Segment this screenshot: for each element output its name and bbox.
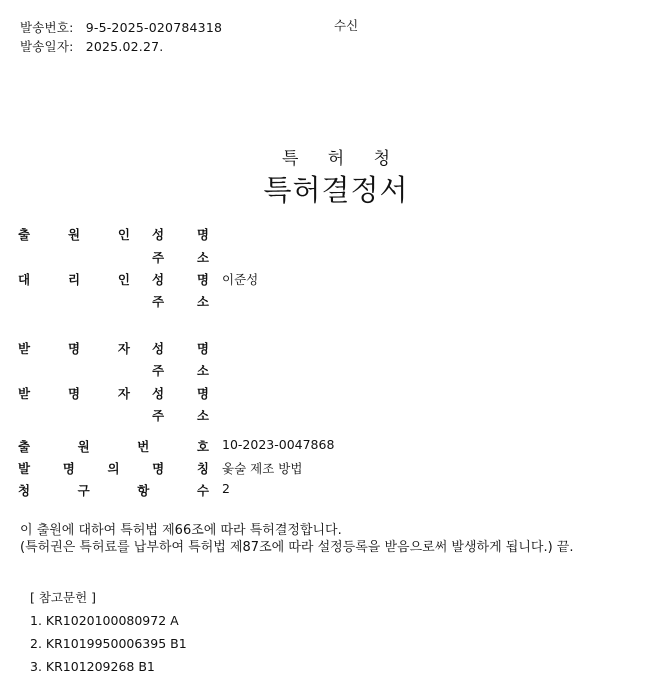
party-role	[18, 339, 130, 357]
send-number-label: 발송번호:	[20, 20, 74, 35]
party-role	[18, 270, 130, 288]
send-date	[20, 39, 163, 55]
reference-item: 1. KR1020100080972 A	[30, 613, 179, 628]
application-label-char: 호	[196, 439, 209, 454]
office-char: 청	[373, 149, 391, 169]
application-label-char: 의	[107, 461, 120, 476]
reference-item: 2. KR1019950006395 B1	[30, 636, 187, 651]
party-field-char: 소	[196, 250, 209, 265]
party-role-char: 받	[18, 386, 31, 401]
application-value: 옻술 제조 방법	[222, 461, 303, 476]
party-field	[152, 292, 209, 310]
document-title: 특허결정서	[263, 173, 409, 207]
application-label	[18, 481, 209, 499]
party-role-char: 출	[18, 227, 31, 242]
party-role-char: 자	[117, 341, 130, 356]
party-row	[0, 406, 672, 422]
party-role-char: 대	[18, 272, 31, 287]
party-field	[152, 384, 209, 402]
office-char: 허	[327, 149, 345, 169]
party-field-char: 명	[196, 272, 209, 287]
party-role-char: 원	[67, 227, 81, 242]
party-role-char: 인	[117, 272, 130, 287]
application-row	[0, 437, 672, 453]
party-field-char: 소	[196, 408, 209, 423]
application-label-char: 출	[18, 439, 31, 454]
application-value: 10-2023-0047868	[222, 437, 335, 452]
notice-line-1: 이 출원에 대하여 특허법 제66조에 따라 특허결정합니다.	[20, 523, 342, 538]
notice-line-2: (특허권은 특허료를 납부하여 특허법 제87조에 따라 설정등록을 받음으로써 발생하게 됩니다.) 끝.	[20, 540, 574, 555]
party-field	[152, 406, 209, 424]
recipient-label: 수신	[334, 18, 359, 33]
send-number	[20, 20, 222, 36]
send-number-value: 9-5-2025-020784318	[85, 20, 223, 35]
party-role-char: 받	[18, 341, 31, 356]
party-row	[0, 292, 672, 308]
send-date-value: 2025.02.27.	[85, 39, 164, 54]
party-field	[152, 225, 209, 243]
party-field-char: 주	[152, 250, 165, 265]
application-value: 2	[222, 481, 230, 496]
application-label-char: 청	[18, 483, 31, 498]
party-field-char: 주	[152, 408, 165, 423]
party-field	[152, 248, 209, 266]
party-role	[18, 225, 130, 243]
party-role	[18, 384, 130, 402]
application-label-char: 구	[77, 483, 90, 498]
party-role-char: 명	[67, 341, 81, 356]
send-date-label: 발송일자:	[20, 39, 74, 54]
party-role-char: 리	[67, 272, 81, 287]
application-label	[18, 437, 209, 455]
party-row	[0, 384, 672, 400]
party-role-char: 명	[67, 386, 81, 401]
party-row	[0, 361, 672, 377]
issuing-office	[0, 148, 672, 170]
application-label-char: 원	[77, 439, 90, 454]
party-field	[152, 361, 209, 379]
application-label-char: 발	[18, 461, 31, 476]
party-row	[0, 248, 672, 264]
decision-notice	[20, 522, 652, 556]
party-field-char: 명	[196, 386, 209, 401]
party-field-char: 주	[152, 294, 165, 309]
application-label-char: 칭	[196, 461, 209, 476]
application-label-char: 명	[62, 461, 75, 476]
party-row	[0, 339, 672, 355]
application-label-char: 명	[152, 461, 165, 476]
party-field-char: 주	[152, 363, 165, 378]
party-field-char: 명	[196, 341, 209, 356]
party-field-char: 성	[152, 386, 165, 401]
party-role-char: 자	[117, 386, 130, 401]
party-field	[152, 270, 209, 288]
application-row	[0, 481, 672, 497]
application-label	[18, 459, 209, 477]
office-char: 특	[281, 149, 299, 169]
references-title: [ 참고문헌 ]	[30, 590, 97, 605]
party-field	[152, 339, 209, 357]
application-label-char: 항	[137, 483, 150, 498]
party-value: 이준성	[222, 272, 259, 287]
party-field-char: 소	[196, 294, 209, 309]
party-field-char: 성	[152, 272, 165, 287]
party-row	[0, 270, 672, 286]
reference-item: 3. KR101209268 B1	[30, 659, 155, 674]
party-field-char: 성	[152, 341, 165, 356]
party-row	[0, 225, 672, 241]
application-row	[0, 459, 672, 475]
party-field-char: 성	[152, 227, 165, 242]
party-field-char: 소	[196, 363, 209, 378]
application-label-char: 수	[196, 483, 209, 498]
party-field-char: 명	[196, 227, 209, 242]
party-role-char: 인	[117, 227, 130, 242]
application-label-char: 번	[137, 439, 150, 454]
